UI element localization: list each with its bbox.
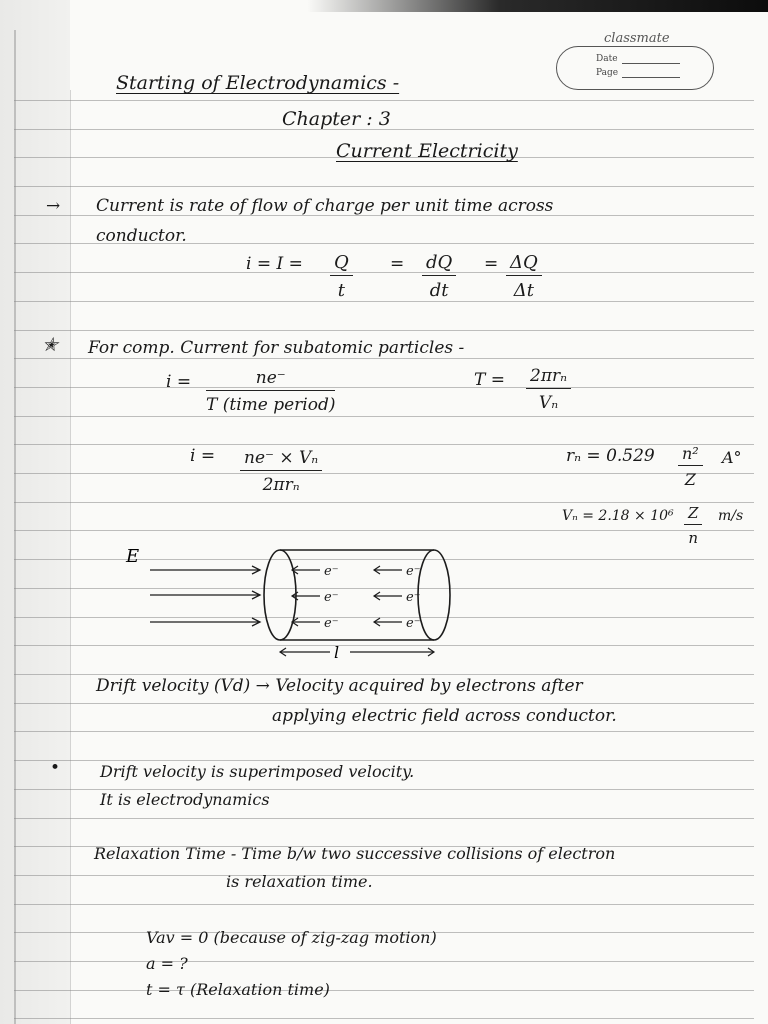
- relaxation-line-1: Relaxation Time - Time b/w two successive collisions of electron: [94, 844, 616, 863]
- page-field: [596, 68, 680, 78]
- fraction-dq-dt: [422, 252, 456, 301]
- fraction-period: [526, 366, 571, 413]
- fraction-ne-over-t: [206, 368, 335, 415]
- dot-bullet: •: [50, 758, 61, 778]
- page-shadow: [0, 0, 768, 12]
- brand-name: classmate: [604, 31, 670, 46]
- radius-lhs: rₙ = 0.529: [566, 446, 655, 466]
- subatomic-title: For comp. Current for subatomic particles -: [88, 338, 465, 358]
- ruled-line: [14, 731, 754, 732]
- length-arrow: [280, 648, 434, 656]
- ruled-line: [14, 530, 754, 531]
- fraction-delta-q-delta-t: [506, 252, 542, 301]
- ruled-line: [14, 444, 754, 445]
- numerator: ne⁻ × Vₙ: [240, 448, 322, 471]
- drift-note-1: Drift velocity is superimposed velocity.: [100, 762, 415, 781]
- ruled-line: [14, 358, 754, 359]
- fraction-q-over-t: [330, 252, 353, 301]
- ruled-line: [14, 760, 754, 761]
- ruled-line: [14, 818, 754, 819]
- page-margin: [0, 0, 70, 1024]
- denominator: t: [337, 280, 345, 301]
- fraction-n2-over-z: [678, 444, 703, 489]
- conductor-cylinder: [264, 550, 450, 640]
- drift-velocity-line-1: Drift velocity (Vd) → Velocity acquired by electrons after: [96, 676, 583, 696]
- ruled-line: [14, 330, 754, 331]
- ruled-line: [14, 387, 754, 388]
- denominator: 2πrₙ: [262, 475, 300, 495]
- date-field: [596, 54, 680, 64]
- notebook-logo: [556, 28, 716, 92]
- numerator: Z: [684, 504, 702, 525]
- numerator: Q: [330, 252, 353, 276]
- definition-line-1: Current is rate of flow of charge per unit time across: [96, 196, 554, 216]
- ruled-line: [14, 186, 754, 187]
- period-lhs: T =: [474, 370, 505, 390]
- numerator: ΔQ: [506, 252, 542, 276]
- arrow-bullet: →: [46, 196, 61, 216]
- ruled-line: [14, 301, 754, 302]
- fraction-current-velocity: [240, 448, 322, 495]
- star-bullet: ✭: [42, 334, 58, 356]
- date-label: Date: [596, 54, 618, 64]
- page-label: Page: [596, 68, 619, 78]
- ruled-line: [14, 473, 754, 474]
- electron-label: e⁻: [406, 616, 421, 631]
- ruled-line: [14, 100, 754, 101]
- equals-sign: =: [484, 254, 499, 274]
- ruled-line: [14, 961, 754, 962]
- ruled-line: [14, 1018, 754, 1019]
- average-velocity: Vav = 0 (because of zig-zag motion): [146, 928, 437, 947]
- denominator: dt: [429, 280, 449, 301]
- electron-label: e⁻: [406, 590, 421, 605]
- length-label: l: [334, 643, 340, 662]
- ruled-line: [14, 674, 754, 675]
- time-relaxation: t = τ (Relaxation time): [146, 980, 330, 999]
- drift-velocity-line-2: applying electric field across conductor.: [272, 706, 617, 726]
- field-arrows: [150, 566, 260, 626]
- numerator: dQ: [422, 252, 456, 276]
- denominator: Z: [684, 470, 696, 489]
- radius-unit: A°: [722, 448, 742, 467]
- electron-label: e⁻: [324, 590, 339, 605]
- velocity-unit: m/s: [718, 508, 744, 524]
- ruled-line: [14, 875, 754, 876]
- ruled-line: [14, 990, 754, 991]
- relaxation-line-2: is relaxation time.: [226, 872, 373, 891]
- denominator: T (time period): [206, 395, 336, 415]
- electron-label: e⁻: [324, 564, 339, 579]
- title-line: Starting of Electrodynamics -: [116, 72, 400, 94]
- denominator: n: [688, 529, 699, 547]
- definition-line-2: conductor.: [96, 226, 187, 246]
- equals-sign: =: [390, 254, 405, 274]
- denominator: Vₙ: [538, 393, 559, 413]
- ruled-line: [14, 904, 754, 905]
- electron-label: e⁻: [406, 564, 421, 579]
- numerator: 2πrₙ: [526, 366, 571, 389]
- formula-lhs: i = I =: [246, 254, 303, 274]
- electron-arrows: [292, 566, 402, 626]
- current-lhs-2: i =: [190, 446, 216, 466]
- chapter-heading: Chapter : 3: [282, 108, 391, 130]
- topic-heading: Current Electricity: [336, 140, 518, 162]
- conductor-diagram: [120, 540, 480, 670]
- ruled-line: [14, 502, 754, 503]
- velocity-lhs: Vₙ = 2.18 × 10⁶: [562, 508, 674, 524]
- ruled-line: [14, 416, 754, 417]
- electron-labels: [324, 564, 421, 631]
- electron-label: e⁻: [324, 616, 339, 631]
- ruled-line: [14, 272, 754, 273]
- margin-line: [70, 90, 71, 1024]
- numerator: ne⁻: [206, 368, 335, 391]
- numerator: n²: [678, 444, 703, 466]
- denominator: Δt: [513, 280, 534, 301]
- ruled-line: [14, 703, 754, 704]
- current-lhs: i =: [166, 372, 192, 392]
- drift-note-2: It is electrodynamics: [100, 790, 270, 809]
- fraction-z-over-n: [684, 504, 702, 547]
- acceleration: a = ?: [146, 954, 188, 973]
- field-label: E: [126, 546, 140, 567]
